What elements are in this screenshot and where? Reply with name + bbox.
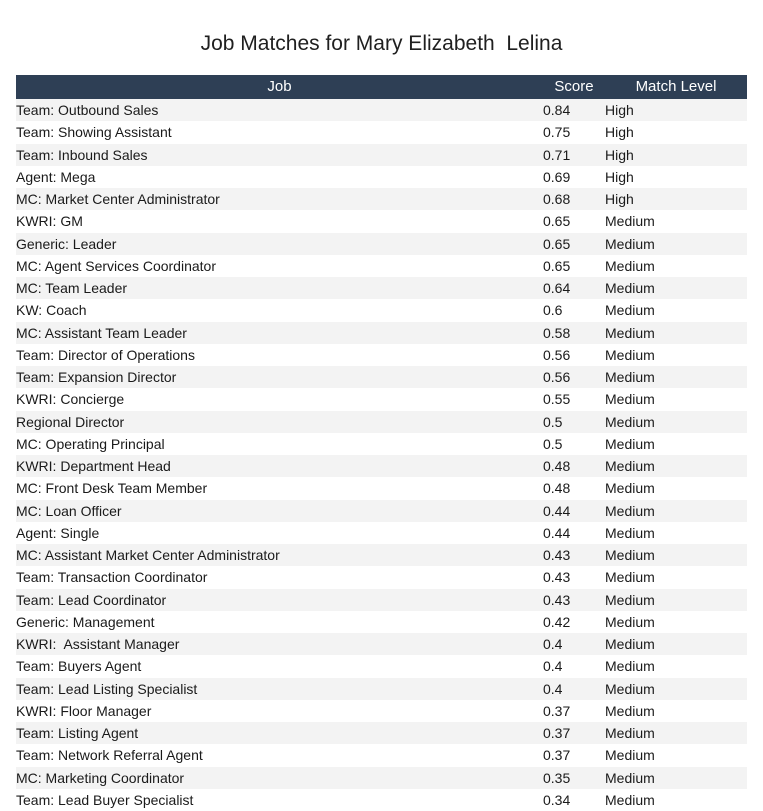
match-level-cell: Medium — [605, 477, 747, 499]
table-row — [16, 210, 747, 232]
job-cell: KW: Coach — [16, 299, 543, 321]
match-level-cell: High — [605, 144, 747, 166]
score-cell: 0.48 — [543, 455, 605, 477]
job-cell: Team: Listing Agent — [16, 722, 543, 744]
score-cell: 0.5 — [543, 433, 605, 455]
match-level-cell: Medium — [605, 678, 747, 700]
table-row — [16, 121, 747, 143]
job-cell: MC: Operating Principal — [16, 433, 543, 455]
job-cell: MC: Assistant Market Center Administrator — [16, 544, 543, 566]
column-header-score[interactable]: Score — [543, 75, 605, 99]
score-cell: 0.58 — [543, 322, 605, 344]
job-cell: Generic: Management — [16, 611, 543, 633]
table-row — [16, 99, 747, 121]
score-cell: 0.4 — [543, 655, 605, 677]
match-level-cell: Medium — [605, 433, 747, 455]
score-cell: 0.55 — [543, 388, 605, 410]
job-cell: Team: Buyers Agent — [16, 655, 543, 677]
table-row — [16, 255, 747, 277]
table-row — [16, 789, 747, 811]
table-row — [16, 411, 747, 433]
job-cell: MC: Market Center Administrator — [16, 188, 543, 210]
table-row — [16, 767, 747, 789]
score-cell: 0.56 — [543, 344, 605, 366]
match-level-cell: Medium — [605, 611, 747, 633]
job-cell: KWRI: Concierge — [16, 388, 543, 410]
score-cell: 0.37 — [543, 722, 605, 744]
match-level-cell: Medium — [605, 767, 747, 789]
score-cell: 0.44 — [543, 500, 605, 522]
job-cell: Team: Inbound Sales — [16, 144, 543, 166]
match-level-cell: Medium — [605, 455, 747, 477]
score-cell: 0.6 — [543, 299, 605, 321]
table-row — [16, 144, 747, 166]
job-cell: MC: Assistant Team Leader — [16, 322, 543, 344]
job-cell: Team: Showing Assistant — [16, 121, 543, 143]
job-cell: Team: Lead Coordinator — [16, 589, 543, 611]
column-header-job[interactable]: Job — [16, 75, 543, 99]
match-level-cell: Medium — [605, 544, 747, 566]
table-row — [16, 678, 747, 700]
match-level-cell: Medium — [605, 299, 747, 321]
table-row — [16, 344, 747, 366]
score-cell: 0.84 — [543, 99, 605, 121]
match-level-cell: Medium — [605, 744, 747, 766]
table-row — [16, 477, 747, 499]
table-row — [16, 633, 747, 655]
match-level-cell: Medium — [605, 522, 747, 544]
match-level-cell: Medium — [605, 388, 747, 410]
match-level-cell: Medium — [605, 589, 747, 611]
score-cell: 0.69 — [543, 166, 605, 188]
match-level-cell: Medium — [605, 655, 747, 677]
job-cell: MC: Front Desk Team Member — [16, 477, 543, 499]
score-cell: 0.56 — [543, 366, 605, 388]
table-body — [16, 99, 747, 811]
score-cell: 0.48 — [543, 477, 605, 499]
job-cell: MC: Loan Officer — [16, 500, 543, 522]
job-cell: Agent: Mega — [16, 166, 543, 188]
job-cell: MC: Team Leader — [16, 277, 543, 299]
match-level-cell: High — [605, 121, 747, 143]
job-cell: KWRI: Assistant Manager — [16, 633, 543, 655]
score-cell: 0.71 — [543, 144, 605, 166]
score-cell: 0.64 — [543, 277, 605, 299]
table-row — [16, 611, 747, 633]
job-cell: MC: Agent Services Coordinator — [16, 255, 543, 277]
match-level-cell: Medium — [605, 566, 747, 588]
score-cell: 0.4 — [543, 633, 605, 655]
match-level-cell: High — [605, 99, 747, 121]
table-row — [16, 299, 747, 321]
job-cell: KWRI: GM — [16, 210, 543, 232]
table-row — [16, 455, 747, 477]
job-cell: Team: Outbound Sales — [16, 99, 543, 121]
table-row — [16, 277, 747, 299]
table-row — [16, 589, 747, 611]
score-cell: 0.75 — [543, 121, 605, 143]
match-level-cell: Medium — [605, 633, 747, 655]
job-cell: Team: Lead Listing Specialist — [16, 678, 543, 700]
table-row — [16, 388, 747, 410]
match-level-cell: Medium — [605, 700, 747, 722]
score-cell: 0.44 — [543, 522, 605, 544]
table-row — [16, 188, 747, 210]
table-row — [16, 566, 747, 588]
match-level-cell: Medium — [605, 411, 747, 433]
match-level-cell: Medium — [605, 500, 747, 522]
table-row — [16, 700, 747, 722]
column-header-match-level[interactable]: Match Level — [605, 75, 747, 99]
table-row — [16, 744, 747, 766]
job-cell: KWRI: Floor Manager — [16, 700, 543, 722]
score-cell: 0.34 — [543, 789, 605, 811]
match-level-cell: Medium — [605, 366, 747, 388]
score-cell: 0.68 — [543, 188, 605, 210]
job-cell: MC: Marketing Coordinator — [16, 767, 543, 789]
score-cell: 0.4 — [543, 678, 605, 700]
job-matches-table — [16, 75, 747, 811]
match-level-cell: Medium — [605, 255, 747, 277]
match-level-cell: Medium — [605, 210, 747, 232]
table-row — [16, 544, 747, 566]
score-cell: 0.37 — [543, 700, 605, 722]
job-cell: Generic: Leader — [16, 233, 543, 255]
match-level-cell: Medium — [605, 322, 747, 344]
score-cell: 0.43 — [543, 589, 605, 611]
job-cell: Team: Transaction Coordinator — [16, 566, 543, 588]
table-row — [16, 322, 747, 344]
match-level-cell: Medium — [605, 722, 747, 744]
table-row — [16, 233, 747, 255]
job-cell: Team: Lead Buyer Specialist — [16, 789, 543, 811]
match-level-cell: High — [605, 188, 747, 210]
job-cell: Agent: Single — [16, 522, 543, 544]
job-cell: Team: Director of Operations — [16, 344, 543, 366]
score-cell: 0.65 — [543, 255, 605, 277]
match-level-cell: Medium — [605, 233, 747, 255]
table-row — [16, 500, 747, 522]
table-header-row — [16, 75, 747, 99]
job-cell: Team: Network Referral Agent — [16, 744, 543, 766]
table-row — [16, 522, 747, 544]
job-cell: Regional Director — [16, 411, 543, 433]
match-level-cell: Medium — [605, 344, 747, 366]
table-row — [16, 433, 747, 455]
table-row — [16, 366, 747, 388]
table-row — [16, 722, 747, 744]
score-cell: 0.65 — [543, 210, 605, 232]
match-level-cell: High — [605, 166, 747, 188]
job-cell: Team: Expansion Director — [16, 366, 543, 388]
match-level-cell: Medium — [605, 277, 747, 299]
page-title: Job Matches for Mary Elizabeth Lelina — [200, 32, 563, 55]
score-cell: 0.42 — [543, 611, 605, 633]
score-cell: 0.43 — [543, 544, 605, 566]
score-cell: 0.5 — [543, 411, 605, 433]
table-row — [16, 655, 747, 677]
score-cell: 0.37 — [543, 744, 605, 766]
score-cell: 0.43 — [543, 566, 605, 588]
score-cell: 0.65 — [543, 233, 605, 255]
score-cell: 0.35 — [543, 767, 605, 789]
table-row — [16, 166, 747, 188]
match-level-cell: Medium — [605, 789, 747, 811]
job-cell: KWRI: Department Head — [16, 455, 543, 477]
